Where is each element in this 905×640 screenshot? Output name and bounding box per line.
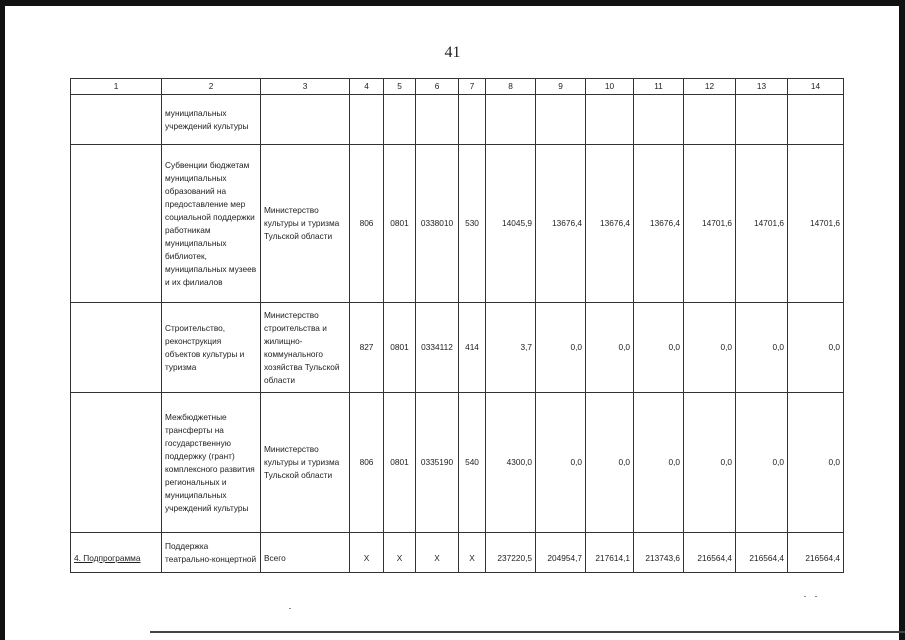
expense-type-cell: 530 [459,145,486,303]
table-row [71,393,844,533]
amount-cell: 216564,4 [788,533,844,573]
amount-cell: 204954,7 [536,533,586,573]
page-number: 41 [444,44,461,61]
amount-cell: 4300,0 [486,393,536,533]
scan-border-top [0,0,905,6]
column-header: 13 [736,79,788,95]
grbs-cell: 827 [350,303,384,393]
column-header: 6 [416,79,459,95]
amount-cell: 13676,4 [586,145,634,303]
amount-cell: 237220,5 [486,533,536,573]
column-header: 5 [384,79,416,95]
grbs-cell: 806 [350,393,384,533]
executor-cell [261,95,350,145]
amount-cell: 14701,6 [736,145,788,303]
grbs-cell [350,95,384,145]
activity-cell: Межбюджетные трансферты на государственную поддержку (грант) комплексного развития региональных и муниципальных учреждений культуры [162,393,261,533]
section-cell: Х [384,533,416,573]
grbs-cell: 806 [350,145,384,303]
amount-cell: 0,0 [634,303,684,393]
amount-cell: 216564,4 [684,533,736,573]
column-header: 10 [586,79,634,95]
column-header: 2 [162,79,261,95]
expense-type-cell: Х [459,533,486,573]
table-row [71,533,844,573]
activity-cell: Поддержка театрально-концертной [162,533,261,573]
amount-cell: 14701,6 [788,145,844,303]
amount-cell: 216564,4 [736,533,788,573]
column-header: 12 [684,79,736,95]
table-row [71,95,844,145]
activity-cell: Строительство, реконструкция объектов культуры и туризма [162,303,261,393]
amount-cell: 0,0 [684,393,736,533]
amount-cell [536,95,586,145]
column-header: 11 [634,79,684,95]
scan-border-bottom [150,631,905,633]
executor-cell: Всего [261,533,350,573]
executor-cell: Министерство культуры и туризма Тульской области [261,393,350,533]
column-header: 1 [71,79,162,95]
section-cell: 0801 [384,393,416,533]
section-cell: 0801 [384,145,416,303]
amount-cell [586,95,634,145]
target-article-cell: 0335190 [416,393,459,533]
amount-cell: 13676,4 [536,145,586,303]
grbs-cell: Х [350,533,384,573]
column-header: 9 [536,79,586,95]
amount-cell: 3,7 [486,303,536,393]
program-cell [71,145,162,303]
amount-cell [486,95,536,145]
amount-cell: 0,0 [634,393,684,533]
scan-speck [804,596,806,597]
target-article-cell [416,95,459,145]
expense-type-cell [459,95,486,145]
executor-cell: Министерство строительства и жилищно-коммунального хозяйства Тульской области [261,303,350,393]
amount-cell [788,95,844,145]
amount-cell: 213743,6 [634,533,684,573]
target-article-cell: 0338010 [416,145,459,303]
amount-cell: 14701,6 [684,145,736,303]
amount-cell: 14045,9 [486,145,536,303]
amount-cell: 0,0 [536,303,586,393]
table-row [71,303,844,393]
column-header: 3 [261,79,350,95]
amount-cell: 0,0 [586,393,634,533]
program-cell [71,303,162,393]
activity-cell: Субвенции бюджетам муниципальных образований на предоставление мер социальной поддержки работникам муниципальных библиотек, муниципальных музеев и их филиалов [162,145,261,303]
amount-cell: 0,0 [536,393,586,533]
amount-cell [736,95,788,145]
scan-border-right [899,0,905,640]
column-header: 8 [486,79,536,95]
target-article-cell: 0334112 [416,303,459,393]
target-article-cell: Х [416,533,459,573]
table-row [71,145,844,303]
program-cell [71,95,162,145]
amount-cell: 13676,4 [634,145,684,303]
budget-table [70,78,844,573]
executor-cell: Министерство культуры и туризма Тульской области [261,145,350,303]
column-header: 14 [788,79,844,95]
amount-cell: 0,0 [788,393,844,533]
scan-speck [815,596,817,597]
header-row [71,79,844,95]
amount-cell: 0,0 [736,393,788,533]
amount-cell: 0,0 [736,303,788,393]
section-cell: 0801 [384,303,416,393]
scan-border-left [0,0,5,640]
amount-cell: 0,0 [788,303,844,393]
subprogram-cell: 4. Подпрограмма [71,533,162,573]
program-cell [71,393,162,533]
column-header: 4 [350,79,384,95]
amount-cell: 0,0 [586,303,634,393]
activity-cell: муниципальных учреждений культуры [162,95,261,145]
column-header: 7 [459,79,486,95]
amount-cell [684,95,736,145]
expense-type-cell: 414 [459,303,486,393]
amount-cell [634,95,684,145]
amount-cell: 217614,1 [586,533,634,573]
section-cell [384,95,416,145]
expense-type-cell: 540 [459,393,486,533]
amount-cell: 0,0 [684,303,736,393]
scan-speck [289,608,291,609]
